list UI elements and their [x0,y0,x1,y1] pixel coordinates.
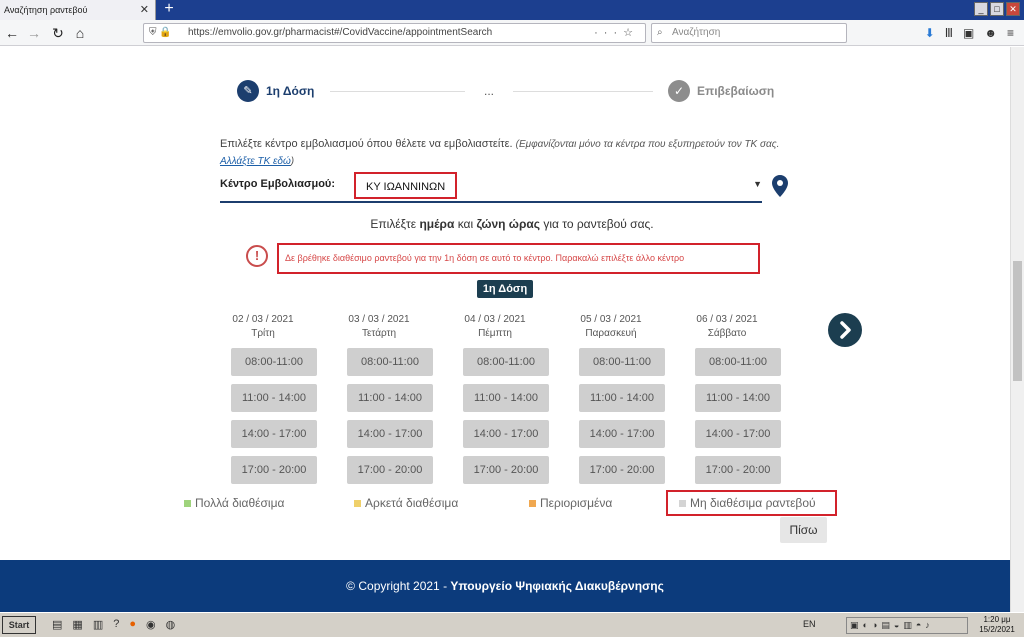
help-icon[interactable]: ? [113,618,120,630]
system-tray [846,617,968,634]
day-column-header [218,313,308,341]
start-button[interactable]: Start [2,616,36,634]
choose-slot-bold: ζώνη ώρας [476,217,540,231]
home-icon[interactable]: ⌂ [75,25,85,41]
time-slot-button[interactable]: 14:00 - 17:00 [579,420,665,448]
browser-titlebar [0,0,1024,20]
tray-icon[interactable]: ▣ [850,620,859,630]
day-date: 02 / 03 / 2021 [232,314,294,325]
firefox-icon[interactable]: ● [129,618,136,630]
time-slot-button[interactable]: 08:00-11:00 [695,348,781,376]
day-name: Παρασκευή [585,328,637,339]
choose-text-part: Επιλέξτε [370,217,420,231]
instructions-close: ) [290,156,295,167]
alert-icon: ! [246,245,268,267]
time-slot-button[interactable]: 08:00-11:00 [347,348,433,376]
back-button[interactable]: Πίσω [780,517,827,543]
windows-taskbar [0,612,1024,637]
select-underline [220,201,762,203]
time-slot-button[interactable]: 08:00-11:00 [463,348,549,376]
tray-icon[interactable]: ♪ [925,620,930,630]
search-icon: ⌕ [657,27,663,38]
download-icon[interactable]: ⬇ [924,26,935,40]
syringe-icon: ✎ [237,80,259,102]
lock-icon: ⛨ 🔒 [149,27,172,38]
library-icon[interactable]: Ⅲ [944,26,953,40]
clock-date: 15/2/2021 [979,625,1015,634]
url-actions[interactable]: ···☆ [594,27,639,39]
step-connector [330,91,465,92]
browser-search-input[interactable] [651,23,847,43]
tab-close-icon[interactable]: ✕ [139,4,149,16]
day-date: 05 / 03 / 2021 [580,314,642,325]
url-text: https://emvolio.gov.gr/pharmacist#/CovidVaccine/appointmentSearch [188,27,493,38]
legend-swatch [354,500,361,507]
back-arrow-icon[interactable]: ← [5,25,19,41]
choose-text-part: για το ραντεβού σας. [540,217,654,231]
time-slot-button[interactable]: 11:00 - 14:00 [463,384,549,412]
error-message: Δε βρέθηκε διαθέσιμο ραντεβού για την 1η δόση σε αυτό το κέντρο. Παρακαλώ επιλέξτε άλλο κέντρο [277,243,760,274]
clock[interactable] [972,615,1022,635]
day-column-header [566,313,656,341]
new-tab-button[interactable]: + [164,0,174,17]
dropdown-arrow-icon[interactable]: ▼ [753,179,762,189]
step-2-label: Επιβεβαίωση [697,84,775,98]
copyright-text: © Copyright 2021 - [346,579,451,593]
legend-swatch [184,500,191,507]
map-pin-icon[interactable] [771,175,789,197]
day-date: 06 / 03 / 2021 [696,314,758,325]
time-slot-button[interactable]: 08:00-11:00 [579,348,665,376]
legend-label: Αρκετά διαθέσιμα [365,496,459,510]
tray-icon[interactable]: ◓ [915,620,922,630]
time-slot-button[interactable]: 08:00-11:00 [231,348,317,376]
legend-label: Μη διαθέσιμα ραντεβού [690,496,816,510]
time-slot-button[interactable]: 14:00 - 17:00 [463,420,549,448]
language-indicator[interactable]: EN [803,619,816,629]
time-slot-button[interactable]: 17:00 - 20:00 [347,456,433,484]
instructions-note: (Εμφανίζονται μόνο τα κέντρα που εξυπηρετούν τον ΤΚ σας. [515,139,780,150]
time-slot-button[interactable]: 11:00 - 14:00 [231,384,317,412]
time-slot-button[interactable]: 14:00 - 17:00 [695,420,781,448]
time-slot-button[interactable]: 11:00 - 14:00 [695,384,781,412]
step-dots: ... [484,84,495,98]
change-postcode-link[interactable]: Αλλάξτε ΤΚ εδώ [220,156,291,167]
check-icon: ✓ [668,80,690,102]
dose-badge: 1η Δόση [477,280,533,298]
legend-item [184,496,284,510]
browser-tab[interactable] [0,0,156,20]
tray-icon[interactable]: ▤ [881,620,890,630]
day-column-header [450,313,540,341]
close-window-button[interactable]: ✕ [1006,2,1020,16]
instructions-main: Επιλέξτε κέντρο εμβολιασμού όπου θέλετε να εμβολιαστείτε. [220,138,513,150]
scrollbar-thumb[interactable] [1013,261,1022,381]
clock-time: 1:20 μμ [983,615,1011,624]
legend-label: Πολλά διαθέσιμα [195,496,285,510]
choose-day-text [0,217,1024,231]
browser-navbar [0,20,1024,46]
step-connector [513,91,653,92]
reload-icon[interactable]: ↻ [52,25,64,41]
page-scrollbar[interactable] [1010,47,1024,612]
legend-item [529,496,612,510]
time-slot-button[interactable]: 14:00 - 17:00 [347,420,433,448]
tray-icon[interactable]: ◑ [871,620,878,630]
legend-swatch [529,500,536,507]
maximize-button[interactable]: □ [990,2,1004,16]
day-column-header [682,313,772,341]
day-name: Τετάρτη [361,328,397,339]
forward-arrow-icon[interactable]: → [27,25,41,41]
day-column-header [334,313,424,341]
choose-text-part: και [454,217,477,231]
time-slot-button[interactable]: 14:00 - 17:00 [231,420,317,448]
menu-icon[interactable]: ≡ [1006,26,1014,40]
next-week-button[interactable] [828,313,862,347]
tray-icon[interactable]: ▥ [903,620,912,630]
legend-item [354,496,458,510]
taskbar-app-icon[interactable]: ▥ [92,619,104,631]
time-slot-button[interactable]: 17:00 - 20:00 [231,456,317,484]
minimize-button[interactable]: _ [974,2,988,16]
day-name: Σάββατο [707,328,747,339]
day-date: 03 / 03 / 2021 [348,314,410,325]
centre-selected-value: ΚΥ ΙΩΑΝΝΙΝΩΝ [354,172,457,199]
choose-day-bold: ημέρα [419,217,455,231]
taskbar-app-icon[interactable]: ▦ [72,619,83,631]
time-slot-button[interactable]: 17:00 - 20:00 [695,456,781,484]
centre-label: Κέντρο Εμβολιασμού: [220,178,335,190]
instructions-text [220,136,800,170]
taskbar-app-icon[interactable]: ▤ [52,619,63,631]
search-placeholder: Αναζήτηση [672,27,721,38]
time-slot-button[interactable]: 11:00 - 14:00 [347,384,433,412]
tray-icon[interactable]: ◒ [893,620,900,630]
ministry-name: Υπουργείο Ψηφιακής Διακυβέρνησης [450,579,664,593]
sidebar-icon[interactable]: ▣ [963,26,975,40]
time-slot-button[interactable]: 17:00 - 20:00 [463,456,549,484]
taskbar-app-icon[interactable]: ◍ [165,619,176,631]
account-icon[interactable]: ☻ [984,26,997,40]
step-1-label: 1η Δόση [266,84,315,98]
day-name: Πέμπτη [478,328,512,339]
tab-title: Αναζήτηση ραντεβού [4,5,88,15]
day-name: Τρίτη [251,328,275,339]
chevron-right-icon [828,313,862,347]
url-bar[interactable] [143,23,646,43]
centre-select[interactable] [352,172,762,200]
time-slot-button[interactable]: 11:00 - 14:00 [579,384,665,412]
day-date: 04 / 03 / 2021 [464,314,526,325]
time-slot-button[interactable]: 17:00 - 20:00 [579,456,665,484]
tray-icon[interactable]: ◐ [862,620,868,630]
footer [0,560,1010,612]
highlight-box [666,490,837,516]
legend-label: Περιορισμένα [540,496,613,510]
taskbar-app-icon[interactable]: ◉ [146,619,156,631]
